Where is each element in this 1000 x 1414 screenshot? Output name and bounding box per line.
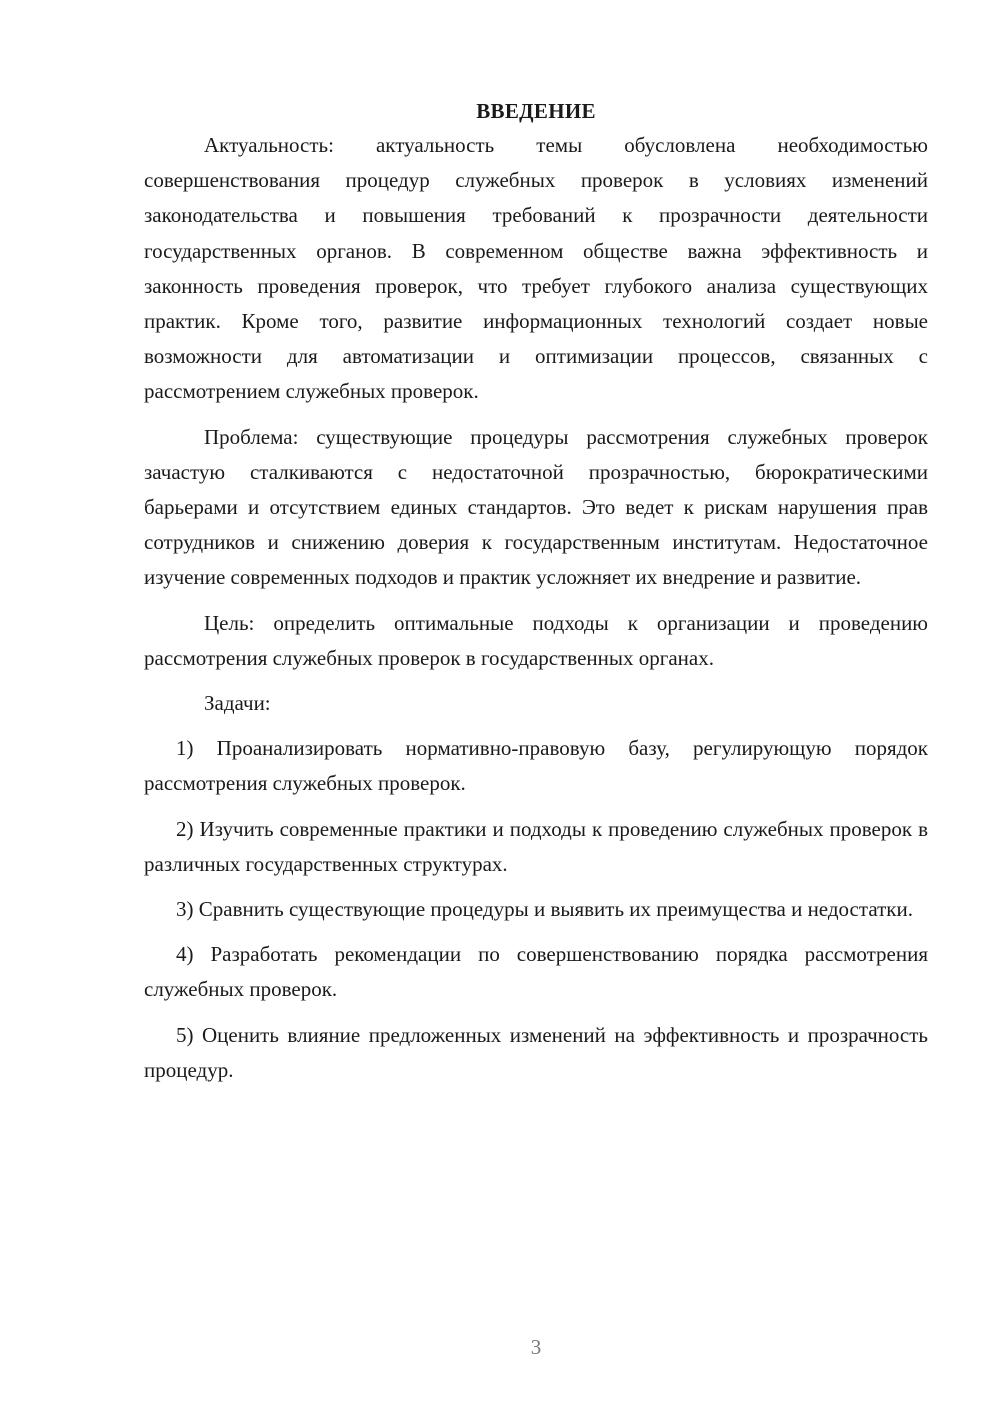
- paragraph-goal: Цель: определить оптимальные подходы к организации и проведению рассмотрения служебных проверок в государственных органах.: [144, 610, 928, 670]
- paragraph-problem: Проблема: существующие процедуры рассмотрения служебных проверок зачастую сталкиваются с недостаточной прозрачностью, бюрократическими барьерами и отсутствием единых стандартов. Это ведет к рискам нарушения прав сотрудников и снижению доверия к государственным институтам. Недостаточное изучение современных подходов и практик усложняет их внедрение и развитие.: [144, 424, 928, 590]
- tasks-label: Задачи:: [204, 691, 271, 716]
- section-title: ВВЕДЕНИЕ: [476, 99, 596, 123]
- document-body: [144, 96, 928, 1098]
- page-number: 3: [530, 1335, 542, 1359]
- task-item: 4) Разработать рекомендации по совершенствованию порядка рассмотрения служебных проверок.: [144, 942, 928, 1002]
- task-item: 1) Проанализировать нормативно-правовую базу, регулирующую порядок рассмотрения служебных проверок.: [144, 736, 928, 796]
- task-item: 5) Оценить влияние предложенных изменений на эффективность и прозрачность процедур.: [144, 1022, 928, 1082]
- task-item: 2) Изучить современные практики и подходы к проведению служебных проверок в различных государственных структурах.: [144, 816, 928, 876]
- paragraph-relevance: Актуальность: актуальность темы обусловлена необходимостью совершенствования процедур служебных проверок в условиях изменений законодательства и повышения требований к прозрачности деятельности государственных органов. В современном обществе важна эффективность и законность проведения проверок, что требует глубокого анализа существующих практик. Кроме того, развитие информационных технологий создает новые возможности для автоматизации и оптимизации процессов, связанных с рассмотрением служебных проверок.: [144, 133, 928, 404]
- task-item: 3) Сравнить существующие процедуры и выявить их преимущества и недостатки.: [176, 897, 913, 922]
